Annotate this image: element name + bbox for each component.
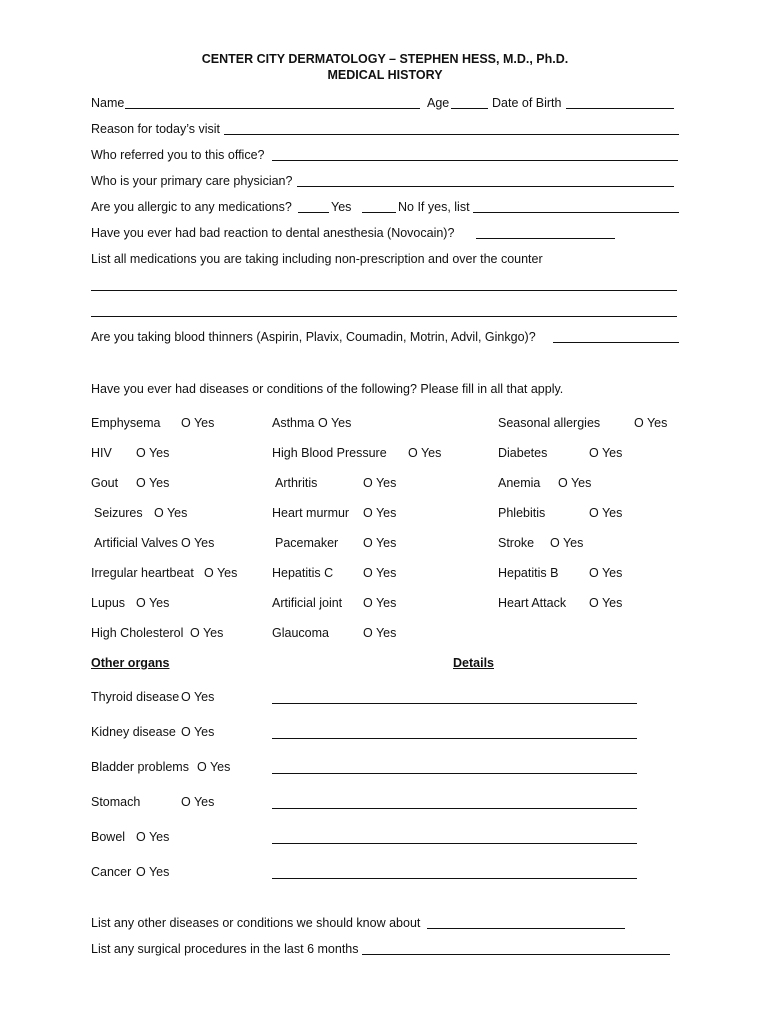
allergic-no-label: No If yes, list: [398, 200, 470, 214]
organ-details-field[interactable]: [272, 703, 637, 704]
organ-label: Bladder problems: [91, 760, 189, 774]
allergy-list-field[interactable]: [473, 212, 679, 213]
condition-yes-option[interactable]: O Yes: [589, 566, 623, 580]
condition-label: Hepatitis C: [272, 566, 334, 580]
organ-yes-option[interactable]: O Yes: [136, 830, 170, 844]
dental-field[interactable]: [476, 238, 615, 239]
page-title: CENTER CITY DERMATOLOGY – STEPHEN HESS, M.D., Ph.D.: [201, 52, 569, 66]
surgical-label: List any surgical procedures in the last 6 months: [91, 942, 359, 956]
condition-yes-option[interactable]: O Yes: [136, 596, 170, 610]
condition-yes-option[interactable]: O Yes: [136, 446, 170, 460]
condition-yes-option[interactable]: O Yes: [363, 626, 397, 640]
condition-label: High Blood Pressure: [272, 446, 387, 460]
referred-label: Who referred you to this office?: [91, 148, 265, 162]
condition-label: High Cholesterol: [91, 626, 184, 640]
organ-details-field[interactable]: [272, 773, 637, 774]
condition-yes-option[interactable]: O Yes: [363, 476, 397, 490]
organ-yes-option[interactable]: O Yes: [136, 865, 170, 879]
condition-yes-option[interactable]: O Yes: [181, 536, 215, 550]
condition-yes-option[interactable]: O Yes: [589, 446, 623, 460]
condition-label: Seasonal allergies: [498, 416, 601, 430]
condition-yes-option[interactable]: O Yes: [154, 506, 188, 520]
condition-label: Irregular heartbeat: [91, 566, 194, 580]
dob-field[interactable]: [566, 108, 674, 109]
condition-label: Asthma: [272, 416, 315, 430]
organ-details-field[interactable]: [272, 738, 637, 739]
organ-yes-option[interactable]: O Yes: [181, 795, 215, 809]
allergic-yes-label: Yes: [331, 200, 352, 214]
condition-yes-option[interactable]: O Yes: [318, 416, 352, 430]
condition-yes-option[interactable]: O Yes: [550, 536, 584, 550]
organ-details-field[interactable]: [272, 808, 637, 809]
organ-details-field[interactable]: [272, 843, 637, 844]
diseases-intro: Have you ever had diseases or conditions of the following? Please fill in all that apply.: [91, 382, 564, 396]
condition-yes-option[interactable]: O Yes: [363, 536, 397, 550]
condition-yes-option[interactable]: O Yes: [190, 626, 224, 640]
allergic-no-field[interactable]: [362, 212, 396, 213]
allergic-yes-field[interactable]: [298, 212, 329, 213]
condition-yes-option[interactable]: O Yes: [408, 446, 442, 460]
organ-details-field[interactable]: [272, 878, 637, 879]
condition-yes-option[interactable]: O Yes: [589, 596, 623, 610]
condition-yes-option[interactable]: O Yes: [181, 416, 215, 430]
condition-yes-option[interactable]: O Yes: [634, 416, 668, 430]
condition-label: Pacemaker: [275, 536, 339, 550]
details-heading: Details: [453, 656, 494, 670]
condition-yes-option[interactable]: O Yes: [136, 476, 170, 490]
condition-yes-option[interactable]: O Yes: [363, 596, 397, 610]
medications-label: List all medications you are taking including non-prescription and over the counter: [91, 252, 543, 266]
primary-physician-label: Who is your primary care physician?: [91, 174, 293, 188]
organ-label: Thyroid disease: [91, 690, 180, 704]
condition-label: Gout: [91, 476, 119, 490]
organ-yes-option[interactable]: O Yes: [197, 760, 231, 774]
dob-label: Date of Birth: [492, 96, 562, 110]
condition-yes-option[interactable]: O Yes: [363, 506, 397, 520]
condition-label: Lupus: [91, 596, 126, 610]
age-field[interactable]: [451, 108, 488, 109]
condition-label: Glaucoma: [272, 626, 329, 640]
condition-label: Seizures: [94, 506, 143, 520]
condition-label: Arthritis: [275, 476, 318, 490]
age-label: Age: [427, 96, 450, 110]
organ-label: Stomach: [91, 795, 141, 809]
condition-label: Artificial joint: [272, 596, 343, 610]
medications-line-2[interactable]: [91, 316, 677, 317]
condition-label: HIV: [91, 446, 112, 460]
organ-label: Bowel: [91, 830, 126, 844]
other-diseases-field[interactable]: [427, 928, 625, 929]
condition-label: Anemia: [498, 476, 541, 490]
medications-line-1[interactable]: [91, 290, 677, 291]
page-subtitle: MEDICAL HISTORY: [327, 68, 443, 82]
condition-label: Stroke: [498, 536, 535, 550]
other-diseases-label: List any other diseases or conditions we should know about: [91, 916, 421, 930]
condition-label: Emphysema: [91, 416, 161, 430]
organ-yes-option[interactable]: O Yes: [181, 725, 215, 739]
other-organs-heading: Other organs: [91, 656, 170, 670]
condition-label: Heart murmur: [272, 506, 350, 520]
condition-label: Hepatitis B: [498, 566, 559, 580]
thinners-label: Are you taking blood thinners (Aspirin, Plavix, Coumadin, Motrin, Advil, Ginkgo)?: [91, 330, 536, 344]
surgical-field[interactable]: [362, 954, 670, 955]
name-field[interactable]: [125, 108, 420, 109]
organ-label: Kidney disease: [91, 725, 176, 739]
name-label: Name: [91, 96, 125, 110]
condition-yes-option[interactable]: O Yes: [558, 476, 592, 490]
condition-yes-option[interactable]: O Yes: [204, 566, 238, 580]
referred-field[interactable]: [272, 160, 678, 161]
organ-yes-option[interactable]: O Yes: [181, 690, 215, 704]
condition-label: Phlebitis: [498, 506, 546, 520]
organ-label: Cancer: [91, 865, 132, 879]
reason-label: Reason for today’s visit: [91, 122, 220, 136]
primary-physician-field[interactable]: [297, 186, 674, 187]
allergic-label: Are you allergic to any medications?: [91, 200, 292, 214]
thinners-field[interactable]: [553, 342, 679, 343]
dental-label: Have you ever had bad reaction to dental anesthesia (Novocain)?: [91, 226, 455, 240]
condition-yes-option[interactable]: O Yes: [589, 506, 623, 520]
condition-label: Diabetes: [498, 446, 548, 460]
condition-label: Artificial Valves: [94, 536, 178, 550]
reason-field[interactable]: [224, 134, 679, 135]
condition-yes-option[interactable]: O Yes: [363, 566, 397, 580]
condition-label: Heart Attack: [498, 596, 567, 610]
